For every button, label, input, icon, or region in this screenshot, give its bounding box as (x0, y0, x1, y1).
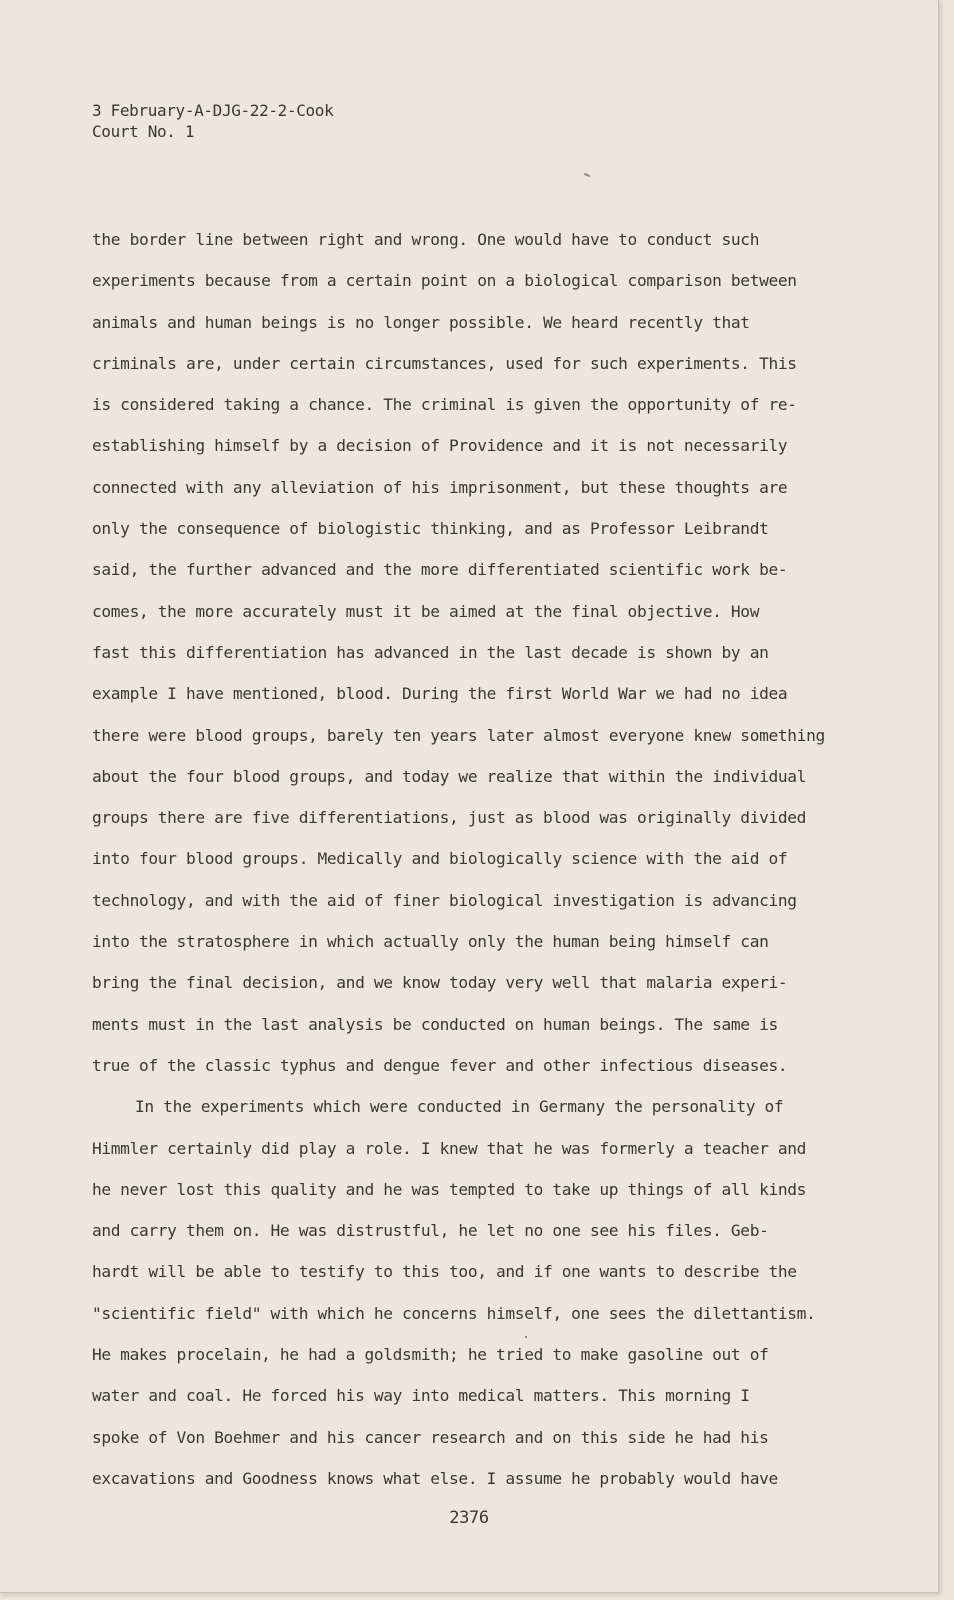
text-line: fast this differentiation has advanced in the last decade is shown by an (92, 642, 769, 662)
header-court-number: Court No. 1 (92, 122, 195, 141)
text-line: "scientific field" with which he concerns himself, one sees the dilettantism. (92, 1303, 816, 1323)
text-line: example I have mentioned, blood. During the first World War we had no idea (92, 684, 788, 704)
text-line: excavations and Goodness knows what else. I assume he probably would have (92, 1468, 778, 1488)
text-line: He makes procelain, he had a goldsmith; he tried to make gasoline out of (92, 1345, 769, 1365)
text-line: establishing himself by a decision of Providence and it is not necessarily (92, 436, 788, 456)
text-line: spoke of Von Boehmer and his cancer research and on this side he had his (92, 1427, 769, 1447)
text-line: about the four blood groups, and today we realize that within the individual (92, 766, 807, 786)
paper-speck (584, 173, 590, 177)
text-line: bring the final decision, and we know today very well that malaria experi- (92, 973, 788, 993)
header-date-code: 3 February-A-DJG-22-2-Cook (92, 101, 334, 120)
text-line: criminals are, under certain circumstances, used for such experiments. This (92, 353, 797, 373)
page-number: 2376 (449, 1508, 489, 1528)
text-line: Himmler certainly did play a role. I knew that he was formerly a teacher and (92, 1138, 807, 1158)
text-line: hardt will be able to testify to this too, and if one wants to describe the (92, 1262, 797, 1282)
text-line: said, the further advanced and the more differentiated scientific work be- (92, 560, 788, 580)
paragraph-start-line: In the experiments which were conducted in Germany the personality of (135, 1097, 784, 1117)
text-line: ments must in the last analysis be conducted on human beings. The same is (92, 1014, 778, 1034)
text-line: only the consequence of biologistic thinking, and as Professor Leibrandt (92, 519, 769, 539)
text-line: is considered taking a chance. The criminal is given the opportunity of re- (92, 395, 797, 415)
text-line: water and coal. He forced his way into medical matters. This morning I (92, 1386, 750, 1406)
text-line: technology, and with the aid of finer biological investigation is advancing (92, 890, 797, 910)
text-line: into the stratosphere in which actually only the human being himself can (92, 932, 769, 952)
document-header (92, 100, 333, 142)
text-line: into four blood groups. Medically and biologically science with the aid of (92, 849, 788, 869)
text-line: true of the classic typhus and dengue fever and other infectious diseases. (92, 1055, 788, 1075)
transcript-body (92, 219, 892, 1499)
text-line: connected with any alleviation of his imprisonment, but these thoughts are (92, 477, 788, 497)
text-line: groups there are five differentiations, just as blood was originally divided (92, 808, 807, 828)
text-line: animals and human beings is no longer possible. We heard recently that (92, 312, 750, 332)
text-line: experiments because from a certain point on a biological comparison between (92, 271, 797, 291)
text-line: and carry them on. He was distrustful, he let no one see his files. Geb- (92, 1221, 769, 1241)
text-line: comes, the more accurately must it be aimed at the final objective. How (92, 601, 760, 621)
text-line: he never lost this quality and he was tempted to take up things of all kinds (92, 1179, 807, 1199)
text-line: the border line between right and wrong. One would have to conduct such (92, 230, 760, 249)
text-line: there were blood groups, barely ten years later almost everyone knew something (92, 725, 825, 745)
